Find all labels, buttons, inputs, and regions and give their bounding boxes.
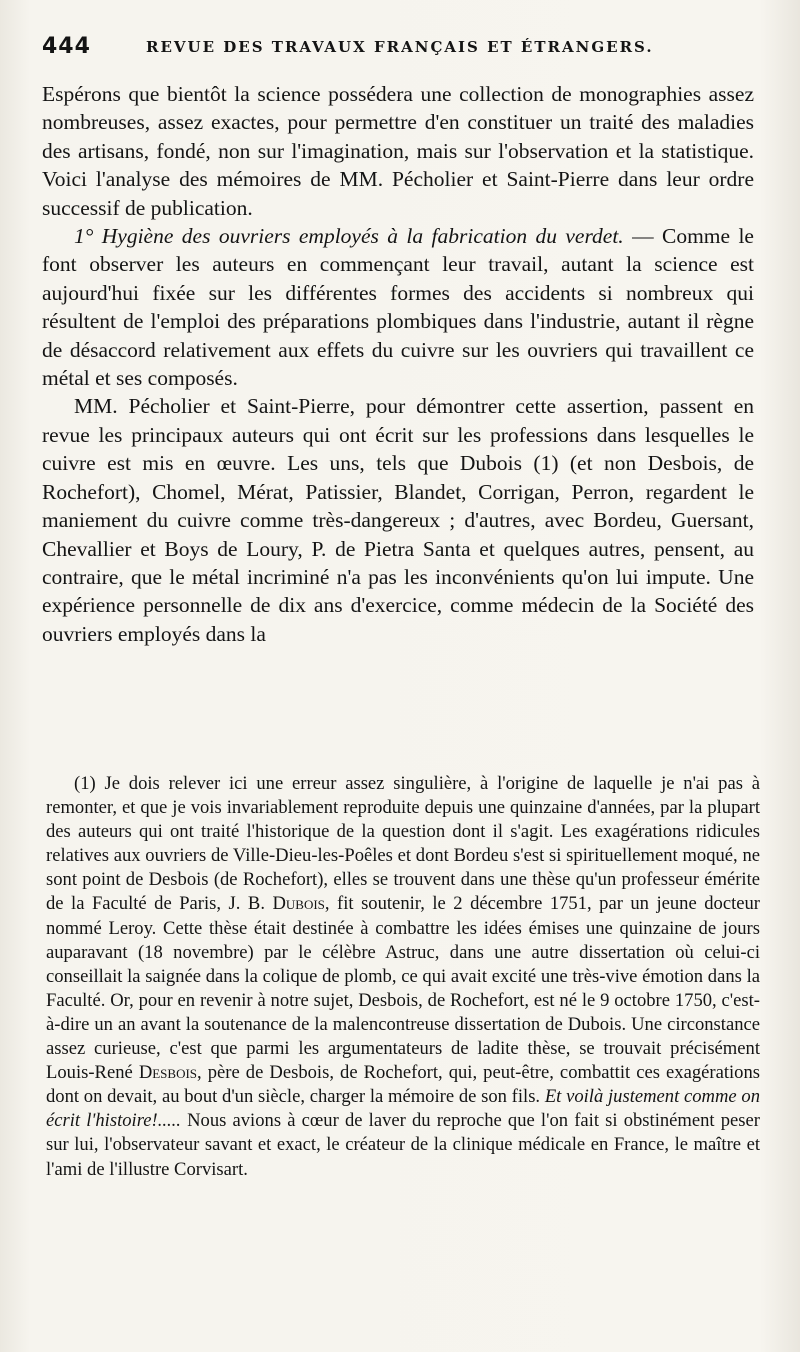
section-text: — Comme le font observer les auteurs en commençant leur travail, autant la science est aujourd'hui fixée sur les différentes formes des accidents si nombreux qui résultent de l'emploi des préparations plombiques dans l'industrie, autant il règne de désaccord relativement aux effets du cuivre sur les ouvriers qui travaillent ce métal et ses composés. [42, 224, 754, 391]
paragraph-authors: MM. Pécholier et Saint-Pierre, pour démontrer cette assertion, passent en revue les principaux auteurs qui ont écrit sur les professions dans lesquelles le cuivre est mis en œuvre. Les uns, tels que Dubois (1) (et non Desbois, de Rochefort), Chomel, Mérat, Patissier, Blandet, Corrigan, Perron, regardent le maniement du cuivre comme très-dangereux ; d'autres, avec Bordeu, Guersant, Chevallier et Boys de Loury, P. de Pietra Santa et quelques autres, pensent, au contraire, que le métal incriminé n'a pas les inconvénients qu'on lui impute. Une expérience personnelle de dix ans d'exercice, comme médecin de la Société des ouvriers employés dans la [42, 394, 754, 646]
footnote-text [46, 772, 760, 1182]
footnote-part-2: , fit soutenir, le 2 décembre 1751, par un jeune docteur nommé Leroy. Cette thèse était destinée à combattre les idées émises une quinzaine de jours auparavant (18 novembre) par le célèbre Astruc, dans une autre dissertation où celui-ci conseillait la saignée dans la colique de plomb, ce qui avait excité une très-vive émotion dans la Faculté. Or, pour en revenir à notre sujet, Desbois, de Rochefort, est né le 9 octobre 1750, c'est-à-dire un an avant la soutenance de la malencontreuse dissertation de Dubois. Une circonstance assez curieuse, c'est que parmi les argumentateurs de ladite thèse, se trouvait précisément Louis-René [46, 893, 760, 1084]
section-title: 1° Hygiène des ouvriers employés à la fabrication du verdet. [74, 224, 624, 249]
footnote-part-1: (1) Je dois relever ici une erreur assez singulière, à l'origine de laquelle je n'ai pas à remonter, et que je vois invariablement reproduite depuis une quinzaine d'années, par la plupart des auteurs qui ont traité l'historique de la question dont il s'agit. Les exagérations ridicules relatives aux ouvriers de Ville-Dieu-les-Poêles et dont Bordeu s'est si spirituellement moqué, ne sont point de Desbois (de Rochefort), elles se trouvent dans une thèse qu'un professeur émérite de la Faculté de Paris, J. B. [46, 773, 760, 915]
main-text [42, 80, 754, 648]
paragraph-section-1 [42, 222, 754, 392]
footnote-part-3: , père de Desbois, de Rochefort, qui, peut-être, combattit ces exagérations dont on devait, au bout d'un siècle, charger la mémoire de son fils. [46, 1062, 760, 1108]
footnote-part-4: Nous avions à cœur de laver du reproche que l'on fait si obstinément peser sur lui, l'observateur savant et exact, le créateur de la clinique médicale en France, le maître et l'ami de l'illustre Corvisart. [46, 1110, 760, 1180]
page-number: 444 [42, 34, 91, 59]
footnote-quote: Et voilà justement comme on écrit l'histoire!..... [46, 1086, 760, 1132]
footnote-desbois: Desbois [138, 1062, 198, 1084]
footnote [46, 772, 760, 1182]
page-header [42, 34, 762, 68]
footnote-dubois: Dubois [272, 893, 325, 915]
paragraph-intro: Espérons que bientôt la science possédera une collection de monographies assez nombreuses, assez exactes, pour permettre d'en constituer un traité des maladies des artisans, fondé, non sur l'imagination, mais sur l'observation et la statistique. Voici l'analyse des mémoires de MM. Pécholier et Saint-Pierre dans leur ordre successif de publication. [42, 82, 754, 220]
running-head: REVUE DES TRAVAUX FRANÇAIS ET ÉTRANGERS. [146, 38, 654, 56]
